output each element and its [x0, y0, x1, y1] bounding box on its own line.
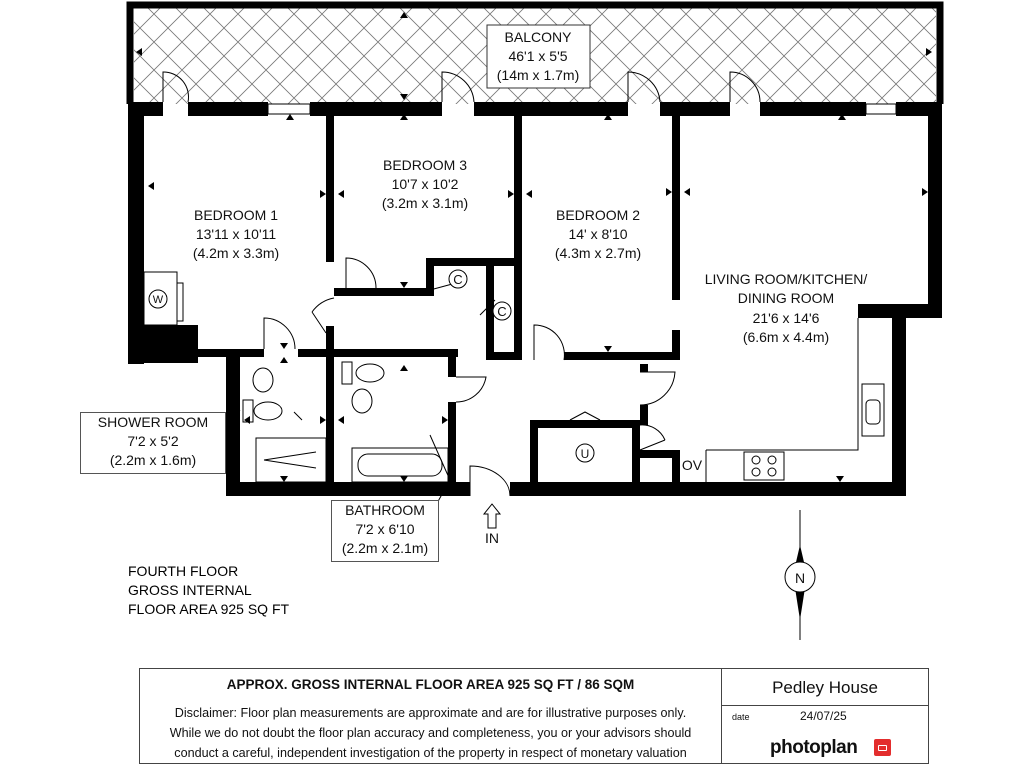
bathroom-metric: (2.2m x 2.1m): [341, 540, 429, 556]
svg-text:(6.6m x 4.4m): (6.6m x 4.4m): [742, 329, 830, 345]
sanitary-ware: [243, 362, 448, 482]
svg-text:(14m x 1.7m): (14m x 1.7m): [496, 67, 580, 83]
shower-room-label: [80, 412, 226, 474]
room-label-balcony: [497, 29, 579, 83]
svg-text:BEDROOM 1: BEDROOM 1: [193, 207, 279, 223]
disclaimer-line-2: While we do not doubt the floor plan accuracy and completeness, you or your advisors should: [169, 726, 692, 740]
room-label-bedroom-3: [382, 157, 468, 211]
svg-text:13'11 x 10'11: 13'11 x 10'11: [195, 226, 277, 242]
footer-panel: [139, 668, 929, 764]
bathroom-imperial: 7'2 x 6'10: [355, 521, 415, 537]
cupboard-markers: [449, 270, 600, 462]
svg-text:FOURTH FLOOR: FOURTH FLOOR: [128, 563, 239, 579]
svg-text:LIVING ROOM/KITCHEN/: LIVING ROOM/KITCHEN/: [704, 271, 868, 287]
bathroom-label: [331, 500, 439, 562]
shower-room-name: SHOWER ROOM: [97, 414, 209, 430]
svg-text:FLOOR AREA 925 SQ FT: FLOOR AREA 925 SQ FT: [128, 601, 290, 617]
svg-text:BEDROOM 3: BEDROOM 3: [382, 157, 468, 173]
svg-text:(3.2m x 3.1m): (3.2m x 3.1m): [381, 195, 469, 211]
floor-area-title: APPROX. GROSS INTERNAL FLOOR AREA 925 SQ FT / 86 SQM: [226, 677, 635, 692]
entrance-label: IN: [485, 530, 499, 546]
oven-label: OV: [681, 457, 703, 473]
svg-text:14' x 8'10: 14' x 8'10: [568, 226, 628, 242]
shower-room-imperial: 7'2 x 5'2: [127, 433, 179, 449]
svg-text:21'6 x 14'6: 21'6 x 14'6: [752, 310, 820, 326]
disclaimer-line-1: Disclaimer: Floor plan measurements are approximate and are for illustrative purposes only.: [174, 706, 687, 720]
svg-text:GROSS INTERNAL: GROSS INTERNAL: [128, 582, 252, 598]
disclaimer-line-3: conduct a careful, independent investigation of the property in respect of monetary valuation: [174, 746, 687, 760]
room-label-bedroom-1: [193, 207, 279, 261]
svg-text:(4.3m x 2.7m): (4.3m x 2.7m): [554, 245, 642, 261]
property-name: Pedley House: [721, 669, 929, 706]
wardrobe: [144, 272, 183, 325]
svg-text:46'1 x 5'5: 46'1 x 5'5: [508, 48, 568, 64]
svg-text:DINING ROOM: DINING ROOM: [737, 290, 835, 306]
svg-text:(4.2m x 3.3m): (4.2m x 3.3m): [192, 245, 280, 261]
svg-text:10'7 x 10'2: 10'7 x 10'2: [391, 176, 459, 192]
bathroom-name: BATHROOM: [345, 502, 425, 518]
svg-text:BALCONY: BALCONY: [504, 29, 572, 45]
floor-info: [128, 563, 290, 617]
date-value: 24/07/25: [800, 709, 847, 723]
svg-text:BEDROOM 2: BEDROOM 2: [555, 207, 641, 223]
entrance-arrow: [484, 504, 500, 528]
room-label-bedroom-2: [555, 207, 641, 261]
compass-north-label: N: [794, 570, 806, 586]
footer-disclaimer-panel: [140, 669, 722, 763]
cupboard-label-1: C: [453, 272, 463, 287]
disclaimer-text: [144, 703, 717, 763]
washer-label: W: [152, 294, 164, 306]
cupboard-label-2: C: [497, 304, 507, 319]
date-label: date: [732, 712, 750, 722]
utility-label: U: [580, 447, 590, 461]
camera-icon: [874, 739, 891, 756]
shower-room-metric: (2.2m x 1.6m): [109, 452, 197, 468]
photoplan-logo: photoplan: [770, 737, 858, 758]
